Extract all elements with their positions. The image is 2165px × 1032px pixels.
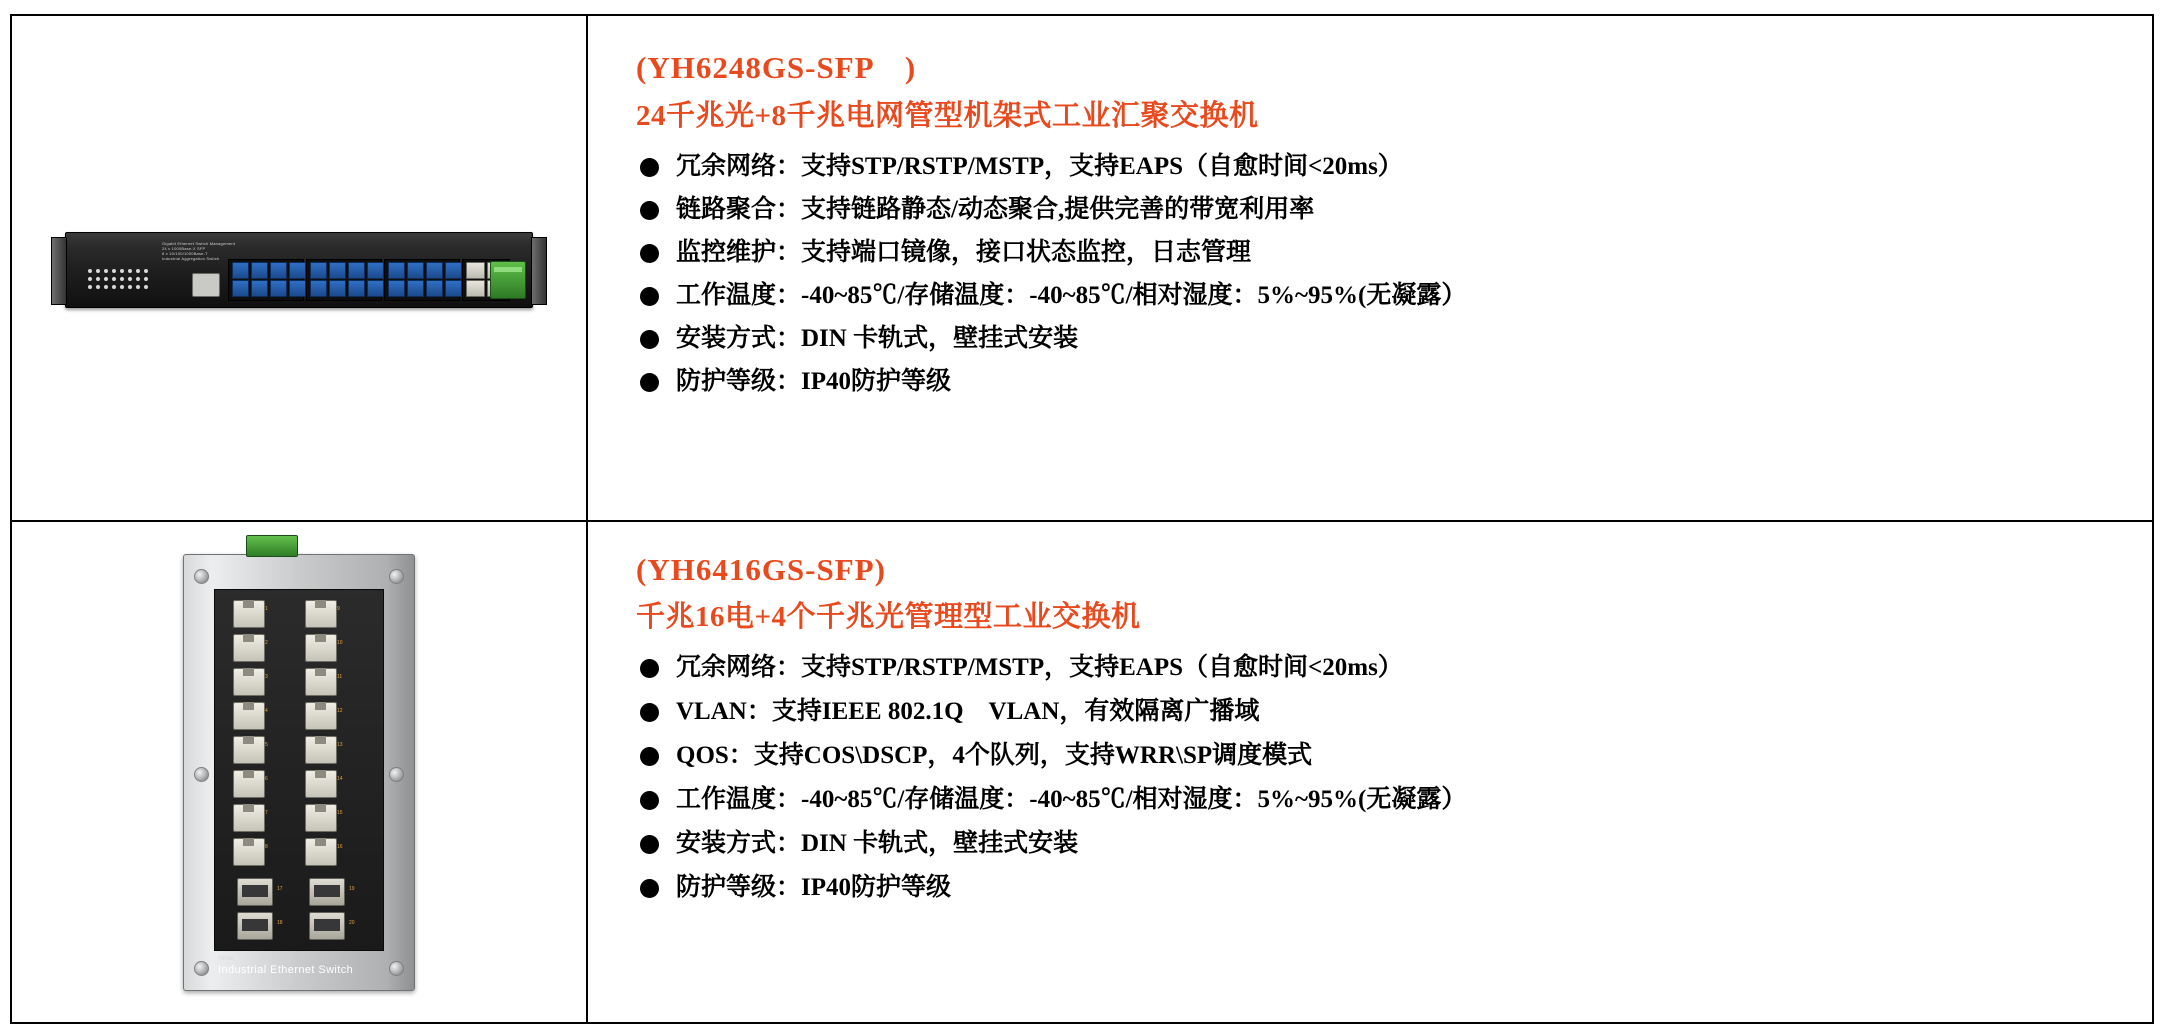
rj45-port <box>305 736 337 764</box>
rj45-port <box>233 600 265 628</box>
product-spec-cell <box>587 15 2153 521</box>
rj45-port <box>233 668 265 696</box>
rj45-port <box>305 770 337 798</box>
feature-text: VLAN：支持IEEE 802.1Q VLAN，有效隔离广播域 <box>676 698 1260 725</box>
list-item <box>636 324 2132 354</box>
table-row <box>11 15 2153 521</box>
sfp-port <box>270 280 287 297</box>
screw-icon <box>194 767 209 782</box>
list-item <box>636 238 2132 268</box>
bullet-icon <box>640 703 659 722</box>
rj45-port <box>233 770 265 798</box>
product-spec-cell <box>587 521 2153 1023</box>
screw-icon <box>389 961 404 976</box>
product-model: (YH6416GS-SFP) <box>636 552 886 587</box>
sfp-port <box>289 280 306 297</box>
feature-text: 工作温度：-40~85℃/存储温度：-40~85℃/相对湿度：5%~95%(无凝露） <box>676 282 1467 309</box>
product-subtitle: 24千兆光+8千兆电网管型机架式工业汇聚交换机 <box>636 100 1259 132</box>
sfp-port <box>309 878 345 906</box>
sfp-port <box>348 280 365 297</box>
bullet-icon <box>640 659 659 678</box>
sfp-bank-2 <box>306 259 382 301</box>
bullet-icon <box>640 330 659 349</box>
list-item <box>636 152 2132 182</box>
sfp-port <box>310 262 327 279</box>
list-item <box>636 367 2132 397</box>
list-item <box>636 281 2132 311</box>
sfp-port <box>270 262 287 279</box>
front-panel: 1 9 2 10 3 11 4 12 5 13 6 14 7 15 8 16 17 19 18 20 <box>214 589 384 951</box>
product-subtitle: 千兆16电+4个千兆光管理型工业交换机 <box>636 601 1141 633</box>
list-item <box>636 697 2132 727</box>
product-image-cell <box>11 15 587 521</box>
screw-icon <box>194 961 209 976</box>
console-port <box>192 273 220 297</box>
list-item <box>636 195 2132 225</box>
sfp-port <box>251 262 268 279</box>
device-silkscreen-label: Gigabit Ethernet Switch Management 24 x 1000Base-X SFP 8 x 10/100/1000Base-T Industrial Aggregation Switch <box>162 241 236 261</box>
feature-text: QOS：支持COS\DSCP，4个队列，支持WRR\SP调度模式 <box>676 742 1313 769</box>
bullet-icon <box>640 791 659 810</box>
rj45-port <box>305 702 337 730</box>
sfp-port <box>251 280 268 297</box>
bullet-icon <box>640 244 659 263</box>
sfp-port <box>232 280 249 297</box>
din-switch-image <box>12 522 586 1022</box>
sfp-port <box>407 262 424 279</box>
rj45-port <box>233 838 265 866</box>
sfp-port <box>237 878 273 906</box>
rj45-port <box>233 634 265 662</box>
list-item <box>636 873 2132 903</box>
rj45-port <box>305 634 337 662</box>
product-spec-block <box>588 16 2152 420</box>
rj45-port-array: 1 9 2 10 3 11 4 12 5 13 6 14 7 15 8 16 <box>219 596 379 864</box>
list-item <box>636 829 2132 859</box>
status-led-array <box>88 269 174 295</box>
feature-text: 链路聚合：支持链路静态/动态聚合,提供完善的带宽利用率 <box>676 196 1315 223</box>
list-item <box>636 653 2132 683</box>
product-image-cell <box>11 521 587 1023</box>
rj45-port <box>233 804 265 832</box>
power-terminal-block <box>246 535 298 557</box>
sfp-bank-1 <box>228 259 304 301</box>
sfp-port <box>289 262 306 279</box>
sfp-port <box>348 262 365 279</box>
product-model: (YH6248GS-SFP ) <box>636 50 917 85</box>
rack-ear-right <box>531 237 547 305</box>
sfp-port <box>426 262 443 279</box>
sfp-port <box>329 280 346 297</box>
rack-ear-left <box>51 237 67 305</box>
rack-switch-image <box>12 16 586 520</box>
bullet-icon <box>640 158 659 177</box>
feature-text: 安装方式：DIN 卡轨式，壁挂式安装 <box>676 830 1079 857</box>
bullet-icon <box>640 747 659 766</box>
power-terminal-block <box>490 261 526 299</box>
rj45-port <box>305 668 337 696</box>
feature-text: 防护等级：IP40防护等级 <box>676 368 952 395</box>
feature-text: 冗余网络：支持STP/RSTP/MSTP，支持EAPS（自愈时间<20ms） <box>676 654 1403 681</box>
rj45-port <box>305 804 337 832</box>
rj45-port <box>466 280 485 297</box>
sfp-port <box>388 262 405 279</box>
rj45-port <box>233 702 265 730</box>
sfp-port <box>309 912 345 940</box>
rj45-port <box>305 600 337 628</box>
sfp-port <box>367 262 384 279</box>
rj45-port <box>305 838 337 866</box>
bullet-icon <box>640 201 659 220</box>
rack-mount-switch-graphic <box>65 232 533 308</box>
sfp-port <box>407 280 424 297</box>
product-spec-block <box>588 522 2152 927</box>
bullet-icon <box>640 287 659 306</box>
sfp-port <box>237 912 273 940</box>
feature-text: 安装方式：DIN 卡轨式，壁挂式安装 <box>676 325 1079 352</box>
feature-text: 冗余网络：支持STP/RSTP/MSTP，支持EAPS（自愈时间<20ms） <box>676 153 1403 180</box>
list-item <box>636 785 2132 815</box>
screw-icon <box>389 569 404 584</box>
feature-list <box>636 653 2132 903</box>
list-item <box>636 741 2132 771</box>
sfp-port <box>426 280 443 297</box>
product-table <box>10 14 2154 1024</box>
screw-icon <box>389 767 404 782</box>
sfp-port <box>310 280 327 297</box>
sfp-port <box>388 280 405 297</box>
feature-text: 工作温度：-40~85℃/存储温度：-40~85℃/相对湿度：5%~95%(无凝露） <box>676 786 1467 813</box>
device-brand-label: Industrial Ethernet Switch <box>218 963 354 976</box>
rj45-port <box>466 262 485 279</box>
feature-list <box>636 152 2132 397</box>
sfp-port <box>445 262 462 279</box>
bullet-icon <box>640 373 659 392</box>
bullet-icon <box>640 879 659 898</box>
device-brand-sub: Yinhe <box>218 955 234 962</box>
feature-text: 防护等级：IP40防护等级 <box>676 874 952 901</box>
table-row <box>11 521 2153 1023</box>
sfp-port <box>367 280 384 297</box>
feature-text: 监控维护：支持端口镜像，接口状态监控，日志管理 <box>676 239 1252 266</box>
rj45-port <box>233 736 265 764</box>
sfp-bank-3 <box>384 259 460 301</box>
sfp-port <box>232 262 249 279</box>
din-rail-switch-graphic <box>183 554 415 991</box>
screw-icon <box>194 569 209 584</box>
sfp-port <box>445 280 462 297</box>
bullet-icon <box>640 835 659 854</box>
sfp-port <box>329 262 346 279</box>
